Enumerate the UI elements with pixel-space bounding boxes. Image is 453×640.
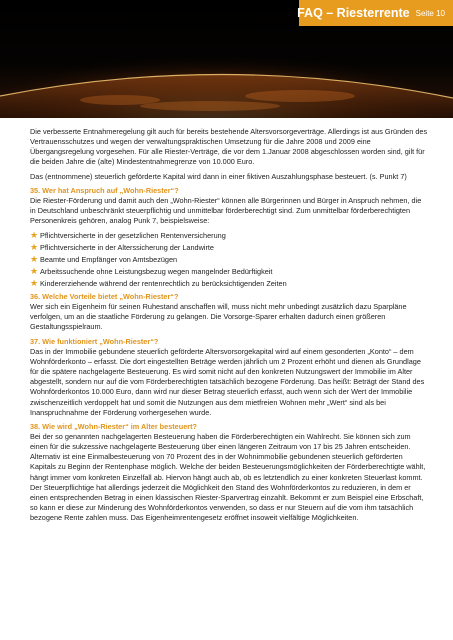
question-38-text: Bei der so genannten nachgelagerten Besteuerung haben die Förderberechtigten ein Wahlrecht. Sie können sich zum einen für die sukzessive nachgelagerte Besteuerung über einen längeren Zeitraum von 17 bis 25 Jahren entscheiden. Alternativ ist eine Einmalbesteuerung von 70 Prozent des in der Wohnimmobilie gebundenen steuerlich geförderten Kapitals zu Beginn der Rentenphase möglich. Welche der beiden Besteuerungsmöglichkeiten der Förderberechtigte wählt, hängt immer vom konkreten Einzelfall ab. Hiervon hängt auch ab, ob es letztendlich zu einer konkreten Steuerlast kommt. Der Steuerpflichtige hat allerdings jederzeit die Möglichkeit den Stand des Wohnförderkontos zu reduzieren, in dem er einen entsprechenden Betrag in einen klassischen Riester-Sparvertrag einzahlt. Bekommt er zum Beispiel eine Erbschaft, so kann er diese zur Minderung des Wohnförderkontos verwenden, so dass er nur Steuern auf die vom ihm tatsächlich bezogene Rente zahlen muss. Das Eigenheimrentengesetz eröffnet insoweit vielfältige Möglichkeiten. [30,431,426,523]
header-title: FAQ – Riesterrente [297,6,410,20]
question-36-text: Wer sich ein Eigenheim für seinen Ruhestand anschaffen will, muss nicht mehr unbedingt zusätzlich dazu Sparpläne verfolgen, um an die staatliche Förderung zu gelangen. Die Vorsorge-Sparer erhalten dadurch einen größeren Gestaltungsspielraum. [30,302,407,332]
list-item [30,254,428,266]
intro-paragraph-2: Das (entnommene) steuerlich geförderte Kapital wird dann in einer fiktiven Auszahlungsphase besteuert. (s. Punkt 7) [30,171,407,181]
question-37-text: Das in der Immobilie gebundene steuerlich geförderte Altersvorsorgekapital wird auf einem gesonderten „Konto“ – dem Wohnförderkonto – erfasst. Die dort eingestellten Beträge werden jährlich um 2 Prozent erhöht und dienen als Grundlage für die spätere nachgelagerte Besteuerung. Es wird somit nicht auf den konkreten Nutzungswert der Immobilie im Alter abgestellt, sondern nur auf die vom Förderberechtigten tatsächlich bezogene Förderung. Das heißt: Beträgt der Stand des Wohnförderkontos 10.000 Euro, dann wird nur dieser Betrag steuerlich erfasst, auch wenn sich der Wert der Immobilie zwischenzeitlich verdoppelt hat und somit die Nutzungen aus dem mietfreien Wohnen mehr „Wert“ sind als bei Inanspruchnahme der Förderung vorhergesehen wurde. [30,346,425,417]
star-icon: ★ [30,266,39,277]
star-icon: ★ [30,278,39,289]
star-icon: ★ [30,230,39,241]
star-icon: ★ [30,254,39,265]
list-item [30,230,428,242]
list-item-label: Kindererziehende während der rentenrechtlich zu berücksichtigenden Zeiten [40,279,287,289]
page-number: Seite 10 [415,8,445,18]
eligibility-list [30,230,428,290]
question-35-heading: 35. Wer hat Anspruch auf „Wohn-Riester“? [30,185,179,195]
star-icon: ★ [30,242,39,253]
list-item-label: Arbeitssuchende ohne Leistungsbezug wegen mangelnder Bedürftigkeit [40,267,273,277]
question-36-heading: 36. Welche Vorteile bietet „Wohn-Riester“? [30,291,179,301]
list-item [30,266,428,278]
intro-paragraph-1: Die verbesserte Entnahmeregelung gilt auch für bereits bestehende Altersvorsorgeverträge. Allerdings ist aus Gründen des Vertrauensschutzes und wegen der verwaltungspraktischen Umsetzung für die Jahre 2008 und 2009 eine Übergangsregelung vorgesehen. Für alle Riester-Verträge, die vor dem 1.Januar 2008 abgeschlossen worden sind, gilt für die beiden Jahre die (alte) Mindestentnahmegrenze von 10.000 Euro. [30,127,428,167]
question-38-heading: 38. Wie wird „Wohn-Riester“ im Alter besteuert? [30,421,197,431]
list-item [30,242,428,254]
list-item-label: Pflichtversicherte in der gesetzlichen Rentenversicherung [40,231,226,241]
hero-earth-sunrise-image [0,0,453,118]
header-bar [299,0,453,26]
question-37-heading: 37. Wie funktioniert „Wohn-Riester“? [30,336,159,346]
list-item-label: Beamte und Empfänger von Amtsbezügen [40,255,178,265]
list-item-label: Pflichtversicherte in der Alterssicherung der Landwirte [40,243,214,253]
list-item [30,278,428,290]
document-body [30,127,428,527]
question-35-text: Die Riester-Förderung und damit auch den „Wohn-Riester“ können alle Bürgerinnen und Bürger in Anspruch nehmen, die in Deutschland unbeschränkt steuerpflichtig und unmittelbar förderberechtigt sind. Zum unmittelbar förderberechtigten Personenkreis gehören, analog Punk 7, beispielsweise: [30,195,422,226]
